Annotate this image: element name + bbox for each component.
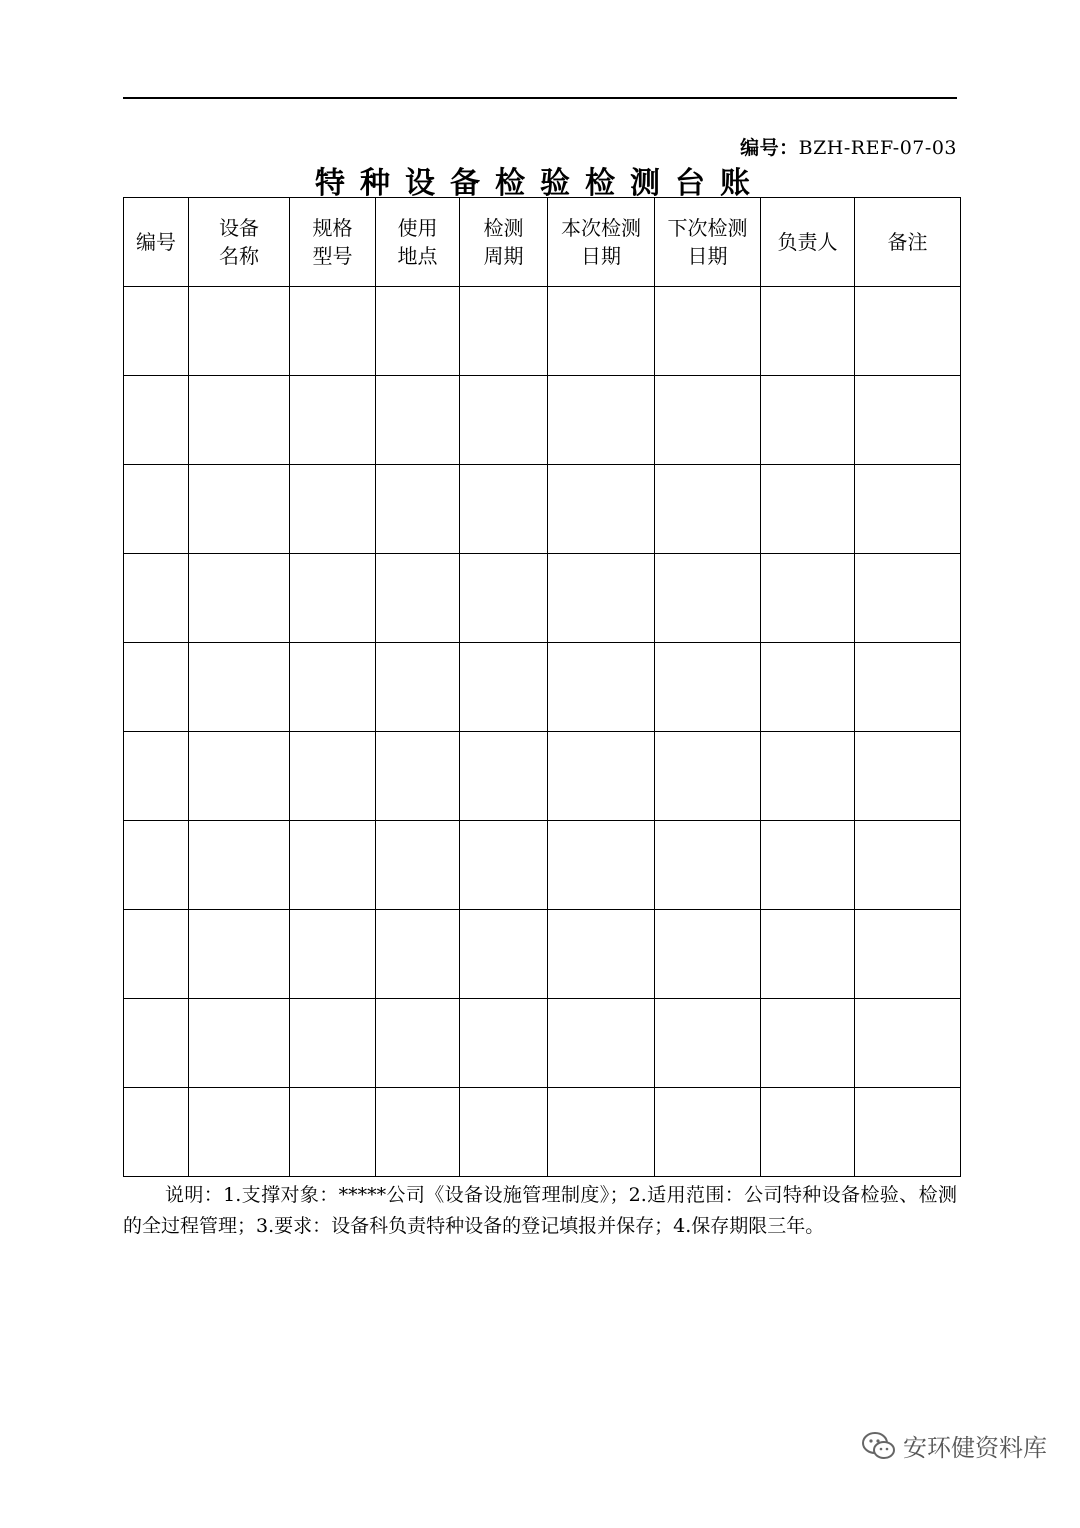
header-responsible-person: 负责人 [761, 198, 855, 287]
document-code [740, 133, 957, 160]
table-cell[interactable] [548, 1088, 655, 1177]
table-cell[interactable] [376, 999, 460, 1088]
table-cell[interactable] [460, 821, 548, 910]
table-cell[interactable] [460, 999, 548, 1088]
table-cell[interactable] [460, 287, 548, 376]
table-cell[interactable] [376, 554, 460, 643]
table-cell[interactable] [761, 821, 855, 910]
table-cell[interactable] [855, 1088, 961, 1177]
table-cell[interactable] [290, 821, 376, 910]
table-cell[interactable] [124, 821, 189, 910]
header-location: 使用 地点 [376, 198, 460, 287]
footnote: 说明：1.支撑对象：*****公司《设备设施管理制度》；2.适用范围：公司特种设备检验、检测的全过程管理；3.要求：设备科负责特种设备的登记填报并保存；4.保存期限三年。 [123, 1184, 957, 1237]
table-cell[interactable] [460, 554, 548, 643]
table-row [124, 999, 961, 1088]
table-cell[interactable] [460, 1088, 548, 1177]
table-cell[interactable] [290, 465, 376, 554]
table-cell[interactable] [761, 910, 855, 999]
table-cell[interactable] [548, 999, 655, 1088]
header-equipment-name: 设备 名称 [189, 198, 290, 287]
table-cell[interactable] [460, 732, 548, 821]
header-serial-number: 编号 [124, 198, 189, 287]
table-cell[interactable] [548, 554, 655, 643]
table-cell[interactable] [655, 554, 761, 643]
header-remarks: 备注 [855, 198, 961, 287]
watermark-text: 安环健资料库 [903, 1434, 1047, 1462]
table-cell[interactable] [761, 287, 855, 376]
table-cell[interactable] [460, 376, 548, 465]
table-cell[interactable] [124, 999, 189, 1088]
table-cell[interactable] [855, 910, 961, 999]
table-cell[interactable] [548, 910, 655, 999]
table-cell[interactable] [376, 732, 460, 821]
table-cell[interactable] [290, 376, 376, 465]
table-cell[interactable] [290, 910, 376, 999]
table-cell[interactable] [290, 554, 376, 643]
wechat-icon [861, 1431, 897, 1461]
table-cell[interactable] [761, 376, 855, 465]
table-cell[interactable] [189, 999, 290, 1088]
table-row [124, 910, 961, 999]
table-cell[interactable] [376, 1088, 460, 1177]
table-cell[interactable] [189, 643, 290, 732]
table-cell[interactable] [761, 465, 855, 554]
table-cell[interactable] [376, 910, 460, 999]
table-cell[interactable] [855, 732, 961, 821]
table-cell[interactable] [376, 376, 460, 465]
table-cell[interactable] [548, 287, 655, 376]
table-cell[interactable] [376, 643, 460, 732]
table-cell[interactable] [124, 376, 189, 465]
table-cell[interactable] [189, 821, 290, 910]
table-cell[interactable] [855, 465, 961, 554]
table-cell[interactable] [460, 465, 548, 554]
table-cell[interactable] [761, 554, 855, 643]
table-row [124, 554, 961, 643]
table-row [124, 465, 961, 554]
table-cell[interactable] [290, 732, 376, 821]
table-cell[interactable] [761, 1088, 855, 1177]
ledger-header-row [124, 198, 961, 287]
table-row [124, 376, 961, 465]
table-cell[interactable] [376, 821, 460, 910]
table-cell[interactable] [655, 821, 761, 910]
table-row [124, 287, 961, 376]
table-cell[interactable] [290, 999, 376, 1088]
table-cell[interactable] [376, 465, 460, 554]
table-cell[interactable] [290, 643, 376, 732]
table-cell[interactable] [189, 732, 290, 821]
table-cell[interactable] [761, 999, 855, 1088]
header-inspection-cycle: 检测 周期 [460, 198, 548, 287]
table-cell[interactable] [548, 376, 655, 465]
table-cell[interactable] [189, 910, 290, 999]
table-cell[interactable] [855, 287, 961, 376]
table-cell[interactable] [460, 643, 548, 732]
table-cell[interactable] [855, 376, 961, 465]
table-cell[interactable] [189, 1088, 290, 1177]
table-cell[interactable] [124, 287, 189, 376]
table-cell[interactable] [855, 821, 961, 910]
ledger-table [123, 197, 961, 1177]
document-code-value: BZH-REF-07-03 [798, 137, 957, 159]
table-cell[interactable] [189, 554, 290, 643]
table-cell[interactable] [855, 554, 961, 643]
table-cell[interactable] [189, 465, 290, 554]
header-next-inspection-date: 下次检测 日期 [655, 198, 761, 287]
table-cell[interactable] [655, 465, 761, 554]
table-cell[interactable] [761, 732, 855, 821]
table-cell[interactable] [855, 643, 961, 732]
table-row [124, 821, 961, 910]
table-cell[interactable] [855, 999, 961, 1088]
table-cell[interactable] [655, 732, 761, 821]
table-cell[interactable] [761, 643, 855, 732]
table-cell[interactable] [655, 643, 761, 732]
table-cell[interactable] [548, 732, 655, 821]
table-cell[interactable] [124, 732, 189, 821]
table-cell[interactable] [655, 287, 761, 376]
header-current-inspection-date: 本次检测 日期 [548, 198, 655, 287]
document-title: 特种设备检验检测台账 [315, 166, 765, 201]
table-row [124, 732, 961, 821]
table-cell[interactable] [655, 1088, 761, 1177]
table-cell[interactable] [376, 287, 460, 376]
table-cell[interactable] [290, 1088, 376, 1177]
table-cell[interactable] [124, 643, 189, 732]
table-cell[interactable] [189, 376, 290, 465]
table-row [124, 1088, 961, 1177]
table-cell[interactable] [548, 465, 655, 554]
table-cell[interactable] [124, 910, 189, 999]
table-cell[interactable] [189, 287, 290, 376]
header-model-spec: 规格 型号 [290, 198, 376, 287]
table-cell[interactable] [655, 376, 761, 465]
document-code-label: 编号： [740, 137, 799, 159]
table-cell[interactable] [124, 554, 189, 643]
table-cell[interactable] [655, 999, 761, 1088]
table-cell[interactable] [460, 910, 548, 999]
watermark [861, 1428, 1047, 1463]
table-row [124, 643, 961, 732]
table-cell[interactable] [124, 465, 189, 554]
table-cell[interactable] [548, 643, 655, 732]
table-cell[interactable] [290, 287, 376, 376]
table-cell[interactable] [124, 1088, 189, 1177]
table-cell[interactable] [548, 821, 655, 910]
header-rule [123, 97, 957, 99]
table-cell[interactable] [655, 910, 761, 999]
